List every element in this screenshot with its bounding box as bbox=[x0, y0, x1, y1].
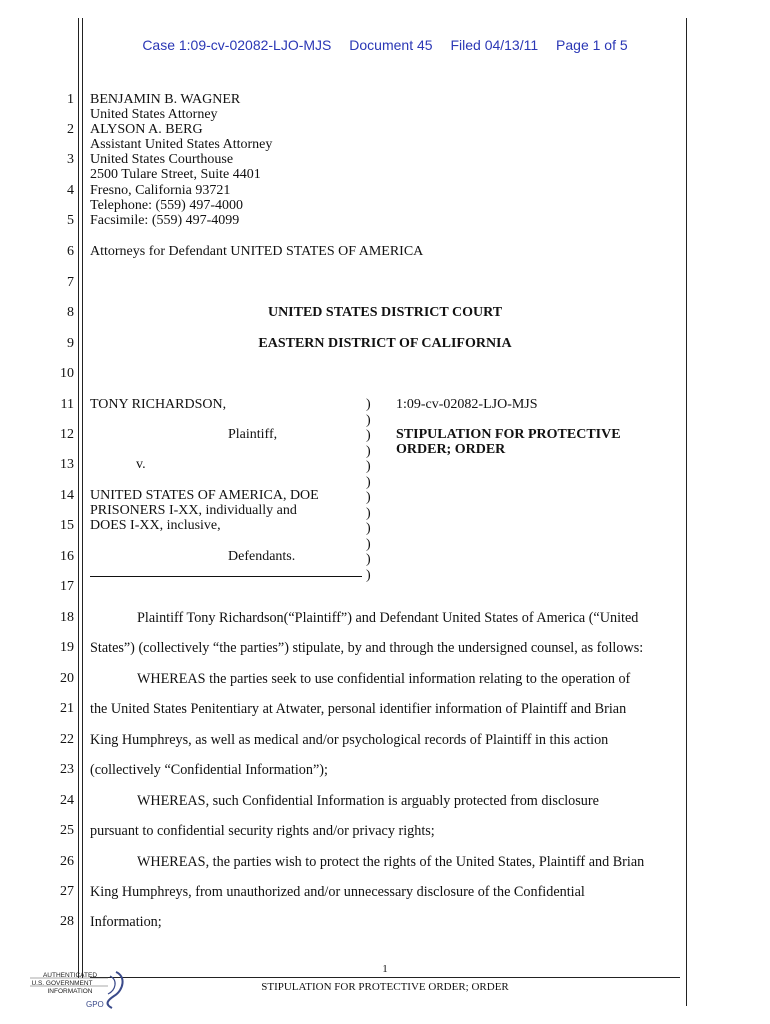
line-number: 14 bbox=[60, 488, 74, 503]
line-number: 26 bbox=[60, 854, 74, 869]
assistant-title: Assistant United States Attorney bbox=[90, 137, 273, 152]
line-number: 3 bbox=[67, 152, 74, 167]
logo-mark: GPO bbox=[86, 1000, 104, 1009]
body-line: the United States Penitentiary at Atwater, personal identifier information of Plaintiff and Brian bbox=[90, 701, 627, 717]
attorney-name: BENJAMIN B. WAGNER bbox=[90, 92, 241, 107]
case-number-header: Case 1:09-cv-02082-LJO-MJS bbox=[142, 37, 332, 53]
document-number-header: Document 45 bbox=[349, 37, 433, 53]
line-number: 9 bbox=[67, 336, 74, 351]
city-address: Fresno, California 93721 bbox=[90, 183, 231, 198]
line-number: 19 bbox=[60, 640, 74, 655]
body-line: WHEREAS the parties seek to use confidential information relating to the operation of bbox=[137, 671, 631, 687]
line-number: 6 bbox=[67, 244, 74, 259]
line-number: 8 bbox=[67, 305, 74, 320]
versus: v. bbox=[136, 457, 146, 472]
line-number: 5 bbox=[67, 213, 74, 228]
body-line: pursuant to confidential security rights and/or privacy rights; bbox=[90, 823, 435, 839]
court-name: UNITED STATES DISTRICT COURT bbox=[267, 305, 503, 320]
line-number: 28 bbox=[60, 914, 74, 929]
document-title-line-1: STIPULATION FOR PROTECTIVE bbox=[396, 427, 621, 442]
line-number: 25 bbox=[60, 823, 74, 838]
line-number: 18 bbox=[60, 610, 74, 625]
line-number: 17 bbox=[60, 579, 74, 594]
line-number: 15 bbox=[60, 518, 74, 533]
line-number: 12 bbox=[60, 427, 74, 442]
defendant-line-3: DOES I-XX, inclusive, bbox=[90, 518, 221, 533]
plaintiff-role: Plaintiff, bbox=[228, 427, 278, 442]
caption-parentheses: ) ) ) ) ) ) ) ) ) ) ) ) bbox=[366, 397, 371, 583]
line-number: 27 bbox=[60, 884, 74, 899]
office-name: United States Courthouse bbox=[90, 152, 234, 167]
line-number: 10 bbox=[60, 366, 74, 381]
line-number: 7 bbox=[67, 275, 74, 290]
court-district: EASTERN DISTRICT OF CALIFORNIA bbox=[258, 336, 512, 351]
logo-line-1: AUTHENTICATED bbox=[42, 972, 98, 979]
line-number: 16 bbox=[60, 549, 74, 564]
logo-line-2: U.S. GOVERNMENT bbox=[31, 980, 93, 987]
body-line: WHEREAS, the parties wish to protect the rights of the United States, Plaintiff and Brian bbox=[137, 854, 645, 870]
line-number: 24 bbox=[60, 793, 74, 808]
defendant-line-1: UNITED STATES OF AMERICA, DOE bbox=[90, 488, 319, 503]
defendant-line-2: PRISONERS I-XX, individually and bbox=[90, 503, 297, 518]
gpo-seal-icon bbox=[30, 966, 130, 1010]
document-title-line-2: ORDER; ORDER bbox=[396, 442, 506, 457]
line-number: 22 bbox=[60, 732, 74, 747]
telephone: Telephone: (559) 497-4000 bbox=[90, 198, 243, 213]
line-number: 1 bbox=[67, 92, 74, 107]
line-number: 2 bbox=[67, 122, 74, 137]
line-number: 23 bbox=[60, 762, 74, 777]
body-line: (collectively “Confidential Information”); bbox=[90, 762, 328, 778]
facsimile: Facsimile: (559) 497-4099 bbox=[90, 213, 240, 228]
footer-title: STIPULATION FOR PROTECTIVE ORDER; ORDER bbox=[261, 981, 509, 993]
page-number: 1 bbox=[382, 963, 388, 975]
gpo-authenticated-logo bbox=[30, 966, 130, 1010]
attorney-title: United States Attorney bbox=[90, 107, 218, 122]
line-number: 20 bbox=[60, 671, 74, 686]
page-count-header: Page 1 of 5 bbox=[556, 37, 628, 53]
line-number: 21 bbox=[60, 701, 74, 716]
defendant-role: Defendants. bbox=[228, 549, 296, 564]
filed-date-header: Filed 04/13/11 bbox=[450, 37, 539, 53]
plaintiff-name: TONY RICHARDSON, bbox=[90, 397, 227, 412]
right-margin-rule bbox=[686, 18, 687, 1006]
line-number: 4 bbox=[67, 183, 74, 198]
assistant-name: ALYSON A. BERG bbox=[90, 122, 203, 137]
left-margin-rule-1 bbox=[78, 18, 79, 978]
body-line: King Humphreys, from unauthorized and/or unnecessary disclosure of the Confidential bbox=[90, 884, 585, 900]
ecf-header bbox=[0, 37, 770, 53]
caption-underline bbox=[90, 576, 362, 577]
line-number: 11 bbox=[60, 397, 74, 412]
footer-rule bbox=[90, 977, 680, 978]
body-line: King Humphreys, as well as medical and/or psychological records of Plaintiff in this action bbox=[90, 732, 609, 748]
body-line: Plaintiff Tony Richardson(“Plaintiff”) and Defendant United States of America (“United bbox=[137, 610, 639, 626]
logo-line-3: INFORMATION bbox=[47, 988, 93, 995]
attorneys-for: Attorneys for Defendant UNITED STATES OF AMERICA bbox=[90, 244, 424, 259]
body-line: Information; bbox=[90, 914, 162, 930]
body-line: States”) (collectively “the parties”) stipulate, by and through the undersigned counsel, as follows: bbox=[90, 640, 644, 656]
body-line: WHEREAS, such Confidential Information is arguably protected from disclosure bbox=[137, 793, 599, 809]
left-margin-rule-2 bbox=[82, 18, 83, 978]
street-address: 2500 Tulare Street, Suite 4401 bbox=[90, 167, 261, 182]
caption-case-number: 1:09-cv-02082-LJO-MJS bbox=[396, 397, 538, 412]
line-number: 13 bbox=[60, 457, 74, 472]
